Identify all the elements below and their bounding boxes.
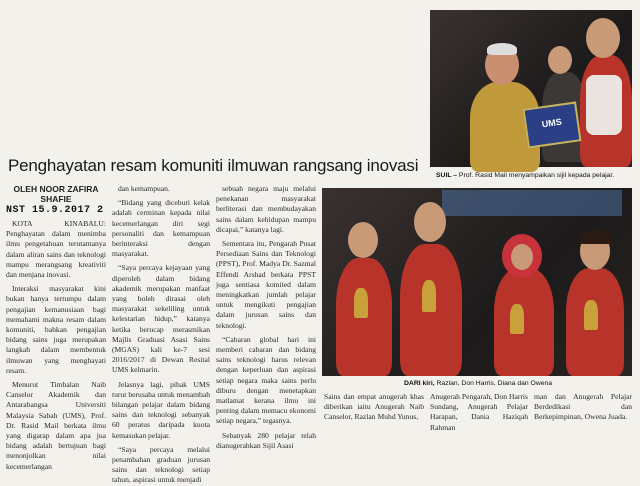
paragraph: KOTA KINABALU: Penghayatan dalam menimba ilmu pengetahuan terutamanya dalam aliran sains dan teknologi mampu merangsang kreativiti dan menjana inovasi.	[6, 219, 106, 280]
group-caption-prefix: DARI kiri,	[404, 380, 435, 387]
paragraph: “Cabaran global hari ini memberi cabaran dan bidang sains teknologi harus relevan dengan keperluan dan aspirasi setiap negara maka sains perlu diburu dengan menetapkan matlamat kerana ilmu ini penting dalam memacu ekonomi setiap negara,” tegasnya.	[216, 334, 316, 426]
student-razlan-head	[348, 222, 378, 258]
student-don-harris-head	[414, 202, 446, 242]
award-group-photo	[322, 188, 632, 376]
top-caption-text: Prof. Rasid Mail menyampaikan sijil kepada pelajar.	[458, 172, 615, 179]
paragraph: Jelasnya lagi, pihak UMS turut berusaha untuk menambah bilangan pelajar dalam bidang sains dan teknologi sebanyak 60 peratus daripada kuota kemasukan pelajar.	[112, 379, 210, 440]
trophy-icon	[510, 304, 524, 334]
woman-middle-head	[548, 46, 572, 74]
certificate-board	[522, 101, 581, 148]
paragraph: dan kemampuan.	[118, 184, 170, 193]
certificate-sign-text: UMS	[541, 116, 563, 130]
paragraph: “Saya percaya melalui penambahan graduan jurusan sains dan teknologi setiap tahun, aspirasi untuk menjadi	[112, 444, 210, 485]
paragraph: sebuah negara maju melalui penekanan masyarakat berliterasi dan membudayakan sains dalam kehidupan mampu dicapai,” katanya lagi.	[216, 184, 316, 234]
paragraph: Anugerah Pengarah, Don Harris Sundang, Anugerah Pelajar Harapan, Dania Haziqah Rahman	[430, 392, 528, 432]
byline-line-1: OLEH NOOR ZAFIRA	[13, 184, 99, 194]
paragraph: Sains dan empat anugerah khas diberikan iaitu Anugerah Naib Canselor, Razlan Muhd Yunus,	[324, 392, 424, 422]
student-right-shirt-stripe	[586, 75, 622, 135]
trophy-icon	[354, 288, 368, 318]
student-diana-figure	[494, 268, 554, 376]
top-photo-caption	[436, 172, 614, 179]
backdrop-banner	[442, 190, 622, 216]
byline-line-2: SHAFIE	[40, 194, 72, 204]
student-owena-hair	[578, 230, 612, 244]
paragraph: “Bidang yang diceburi kelak adalah cerminan kepada nilai kecemerlangan diri segi personaliti dan kemampuan berinteraksi dengan masyarakat.	[112, 198, 210, 259]
handwritten-date-stamp: NST 15.9.2017 2	[6, 205, 104, 216]
paragraph: man dan Anugerah Pelajar Berdedikasi dan Berkepimpinan, Owena Juada.	[534, 392, 632, 422]
top-photo	[430, 10, 632, 167]
paragraph: Sebanyak 280 pelajar telah dianugerahkan Sijil Asasi	[216, 430, 316, 450]
student-right-head	[586, 18, 620, 58]
trophy-icon	[422, 280, 436, 312]
top-caption-prefix: SUIL –	[436, 172, 458, 179]
article-headline: Penghayatan resam komuniti ilmuwan rangsang inovasi	[8, 156, 419, 175]
man-left-hair	[487, 43, 517, 55]
group-caption-text: Razlan, Don Harris, Diana dan Owena	[436, 380, 553, 387]
bottom-column-1	[324, 392, 424, 426]
paragraph: Menurut Timbalan Naib Canselor Akademik dan Antarabangsa Universiti Malaysia Sabah (UMS), Prof. Dr. Rasid Mail berkata ilmu yang digarap dalam apa jua bidang adalah bertujuan bagi menonjolkan nilai kecemerlangan	[6, 380, 106, 471]
trophy-icon	[584, 300, 598, 330]
article-column-1	[6, 219, 106, 471]
group-photo-caption	[404, 380, 552, 387]
student-diana-face	[511, 244, 533, 270]
bottom-column-3	[534, 392, 632, 426]
byline	[6, 184, 106, 204]
paragraph: Interaksi masyarakat kini bukan hanya tertumpu dalam pengajian kemanusiaan bagi memahami makna resam dalam komuniti, bahkan pengajian bidang sains juga merupakan langkah dalam membentuk ilmuwan yang menghayati resam.	[6, 284, 106, 375]
article-column-3	[216, 184, 316, 450]
article-column-2	[112, 184, 210, 485]
bottom-column-2	[430, 392, 528, 432]
paragraph: “Saya percaya kejayaan yang diperoleh dalam bidang akademik merupakan manfaat yang boleh dirasai oleh masyarakat sekeliling untuk kelestarian hidup,” katanya ketika berucap merasmikan Majlis Graduasi Asasi Sains (MGAS) kali ke-7 sesi 2016/2017 di Dewan Resital UMS kelmarin.	[112, 263, 210, 375]
paragraph: Sementara itu, Pengarah Pusat Persediaan Sains dan Teknologi (PPST), Prof. Madya Dr. Sazmal Effendi Arshad berkata PPST juga sentiasa komited dalam meningkatkan jumlah pelajar untuk mengikuti pengajian dalam jurusan sains dan teknologi.	[216, 239, 316, 330]
